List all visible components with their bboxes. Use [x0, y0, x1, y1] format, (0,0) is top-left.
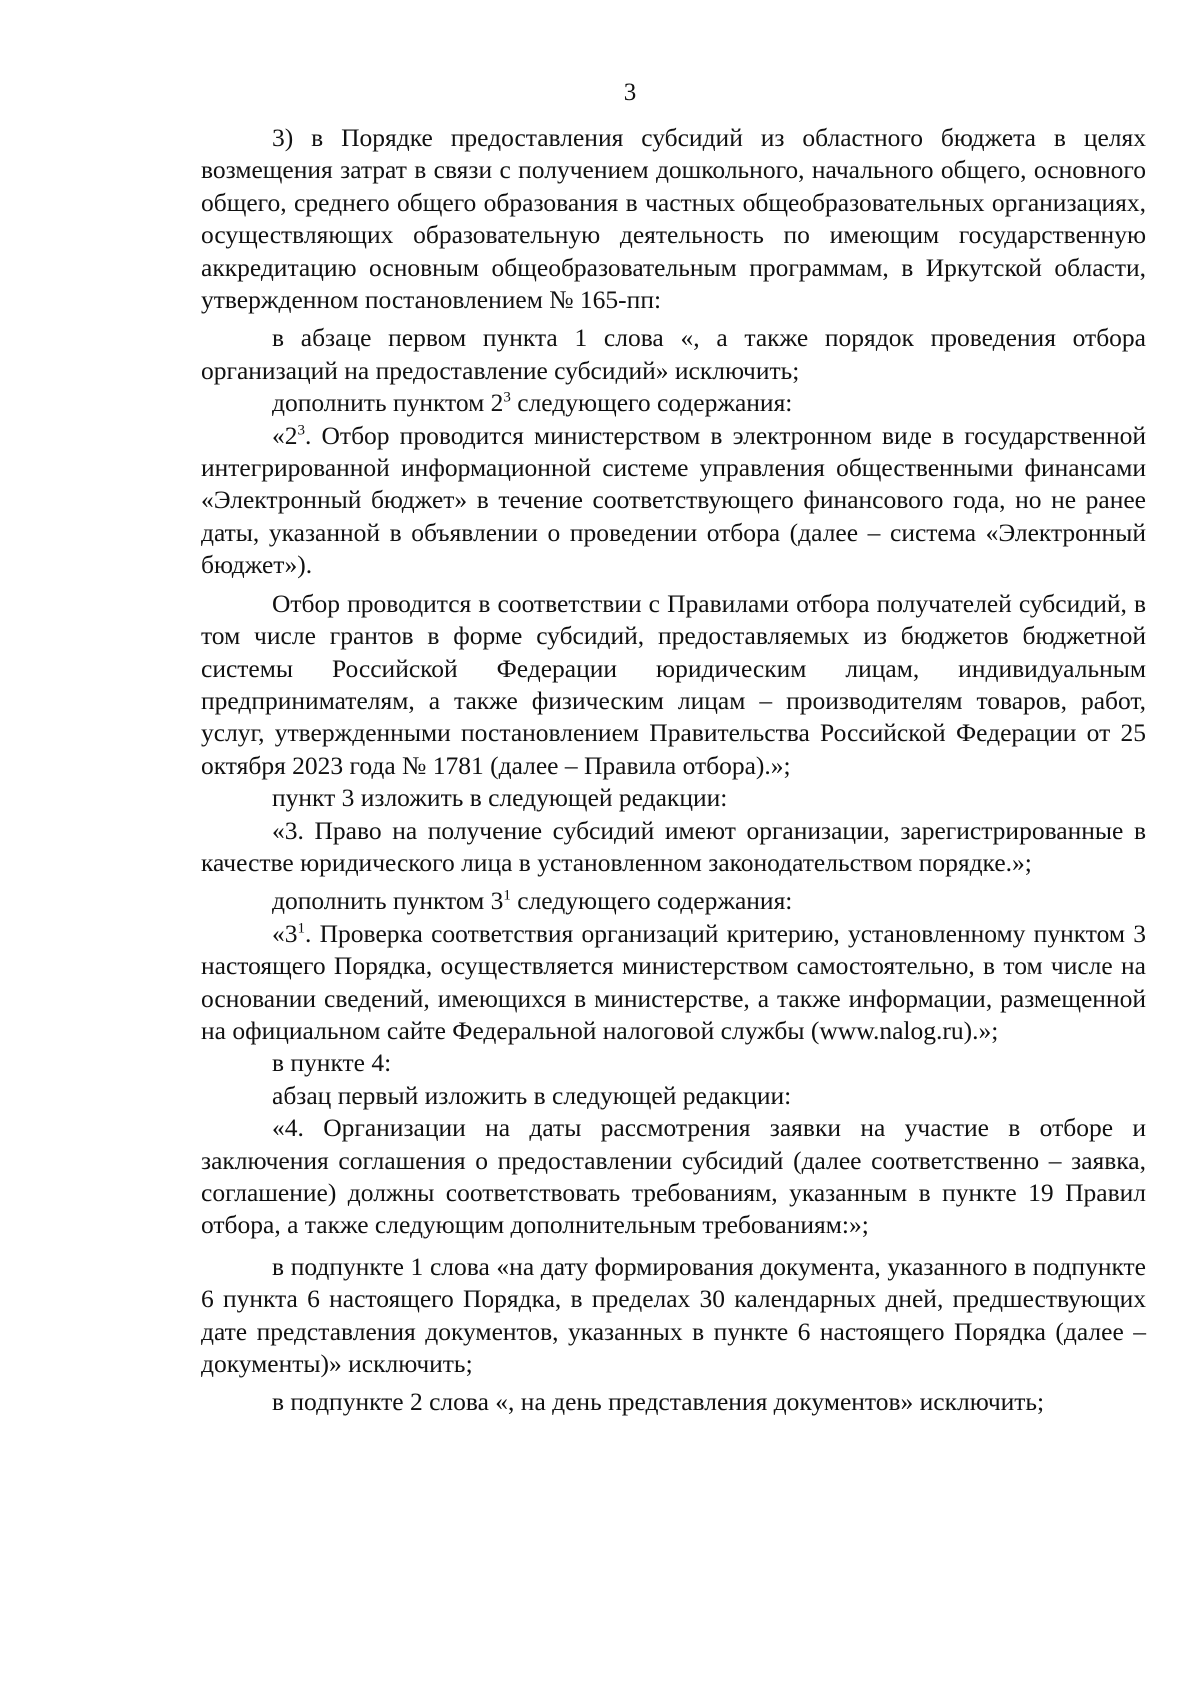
- paragraph-add-clause-2-3-intro: [201, 387, 1146, 419]
- paragraph-clause-4-intro: в пункте 4:: [272, 1048, 392, 1078]
- superscript: 3: [297, 422, 305, 439]
- paragraph-clause-3-text: «3. Право на получение субсидий имеют организации, зарегистрированные в качестве юридического лица в установленном законодательством порядке.»;: [201, 815, 1146, 877]
- paragraph-subclause-2-amendment: в подпункте 2 слова «, на день представления документов» исключить;: [272, 1387, 1045, 1417]
- paragraph-clause-4-first-subparagraph: абзац первый изложить в следующей редакции:: [272, 1080, 792, 1110]
- paragraph-clause-1-amendment: в абзаце первом пункта 1 слова «, а также порядок проведения отбора организаций на предоставление субсидий» исключить;: [201, 323, 1146, 385]
- paragraph-text-part: следующего содержания:: [510, 388, 793, 418]
- paragraph-clause-3-intro: пункт 3 изложить в следующей редакции:: [272, 783, 728, 813]
- paragraph-text-part: . Проверка соответствия организаций критерию, установленному пунктом 3 настоящего Порядка, осуществляется министерством самостоятельно, в том числе на основании сведений, имеющихся в министерстве, а также информации, размещенной на официальном сайте Федеральной налоговой службы (www.nalog.ru).»;: [201, 918, 1146, 1045]
- document-body: [201, 122, 1146, 1419]
- paragraph-selection-rules: Отбор проводится в соответствии с Правилами отбора получателей субсидий, в том числе грантов в форме субсидий, предоставляемых из бюджетов бюджетной системы Российской Федерации юридическим лицам, индивидуальным предпринимателям, а также физическим лицам – производителям товаров, работ, услуг, утвержденными постановлением Правительства Российской Федерации от 25 октября 2023 года № 1781 (далее – Правила отбора).»;: [201, 588, 1146, 780]
- paragraph-text-part: . Отбор проводится министерством в электронном виде в государственной интегрированной информационной системе управления общественными финансами «Электронный бюджет» в течение соответствующего финансового года, но не ранее даты, указанной в объявлении о проведении отбора (далее – система «Электронный бюджет»).: [201, 420, 1146, 580]
- page-number: 3: [623, 79, 637, 106]
- paragraph-clause-4-text: «4. Организации на даты рассмотрения заявки на участие в отборе и заключения соглашения о предоставлении субсидий (далее соответственно – заявка, соглашение) должны соответствовать требованиям, указанным в пункте 19 Правил отбора, а также следующим дополнительным требованиям:»;: [201, 1113, 1146, 1240]
- paragraph-text-part: «2: [272, 420, 298, 450]
- paragraph-subclause-1-amendment: в подпункте 1 слова «на дату формирования документа, указанного в подпункте 6 пункта 6 настоящего Порядка, в пределах 30 календарных дней, предшествующих дате представления документов, указанных в пункте 6 настоящего Порядка (далее – документы)» исключить;: [201, 1251, 1146, 1379]
- paragraph-clause-3-1-text: [201, 918, 1146, 1048]
- paragraph-text-part: следующего содержания:: [510, 886, 793, 916]
- paragraph-text-part: дополнить пунктом 2: [272, 388, 504, 418]
- superscript: 1: [297, 920, 305, 937]
- superscript: 1: [503, 888, 511, 905]
- paragraph-order-title: 3) в Порядке предоставления субсидий из областного бюджета в целях возмещения затрат в связи с получением дошкольного, начального общего, основного общего, среднего общего образования в частных общеобразовательных организациях, осуществляющих образовательную деятельность по имеющим государственную аккредитацию основным общеобразовательным программам, в Иркутской области, утвержденном постановлением № 165-пп:: [201, 123, 1146, 315]
- paragraph-text-part: «3: [272, 918, 298, 948]
- paragraph-add-clause-3-1-intro: [201, 885, 1146, 917]
- paragraph-clause-2-3-text: [201, 420, 1146, 582]
- superscript: 3: [503, 389, 511, 406]
- paragraph-text-part: дополнить пунктом 3: [272, 886, 504, 916]
